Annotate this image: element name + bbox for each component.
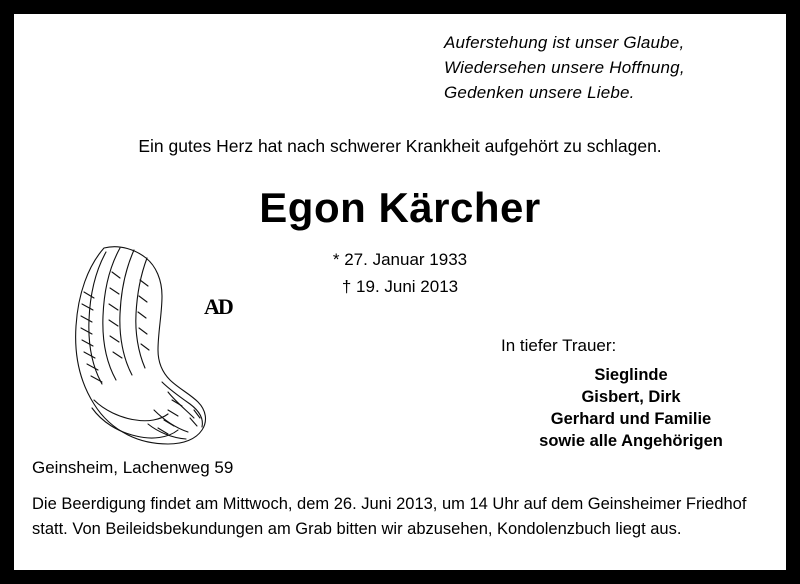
mourner-name: Gerhard und Familie [550,410,712,428]
mourner-name: sowie alle Angehörigen [539,432,723,450]
verse-line-3: Gedenken unsere Liebe. [444,83,635,102]
praying-hands-illustration [44,232,234,462]
mourners-list [486,364,776,452]
mourners-title: In tiefer Trauer: [501,336,617,355]
verse-block [444,30,764,105]
verse-line-2: Wiedersehen unsere Hoffnung, [444,58,685,77]
durer-monogram: AD [204,294,232,319]
intro-text: Ein gutes Herz hat nach schwerer Krankheit aufgehört zu schlagen. [138,136,662,156]
praying-hands-icon [44,232,234,462]
address-line: Geinsheim, Lachenweg 59 [32,458,234,477]
mourner-name: Sieglinde [594,366,668,384]
verse-line-1: Auferstehung ist unser Glaube, [444,33,685,52]
mourner-name: Gisbert, Dirk [581,388,681,406]
birth-date: * 27. Januar 1933 [332,250,468,269]
mourners-block [486,336,776,452]
deceased-name: Egon Kärcher [259,184,541,231]
obituary-card [14,14,786,570]
death-date: † 19. Juni 2013 [341,277,459,296]
funeral-details: Die Beerdigung findet am Mittwoch, dem 26. Juni 2013, um 14 Uhr auf dem Geinsheimer Friedhof statt. Von Beileidsbekundungen am Grab bitten wir abzusehen, Kondolenzbuch liegt aus. [32,495,747,538]
